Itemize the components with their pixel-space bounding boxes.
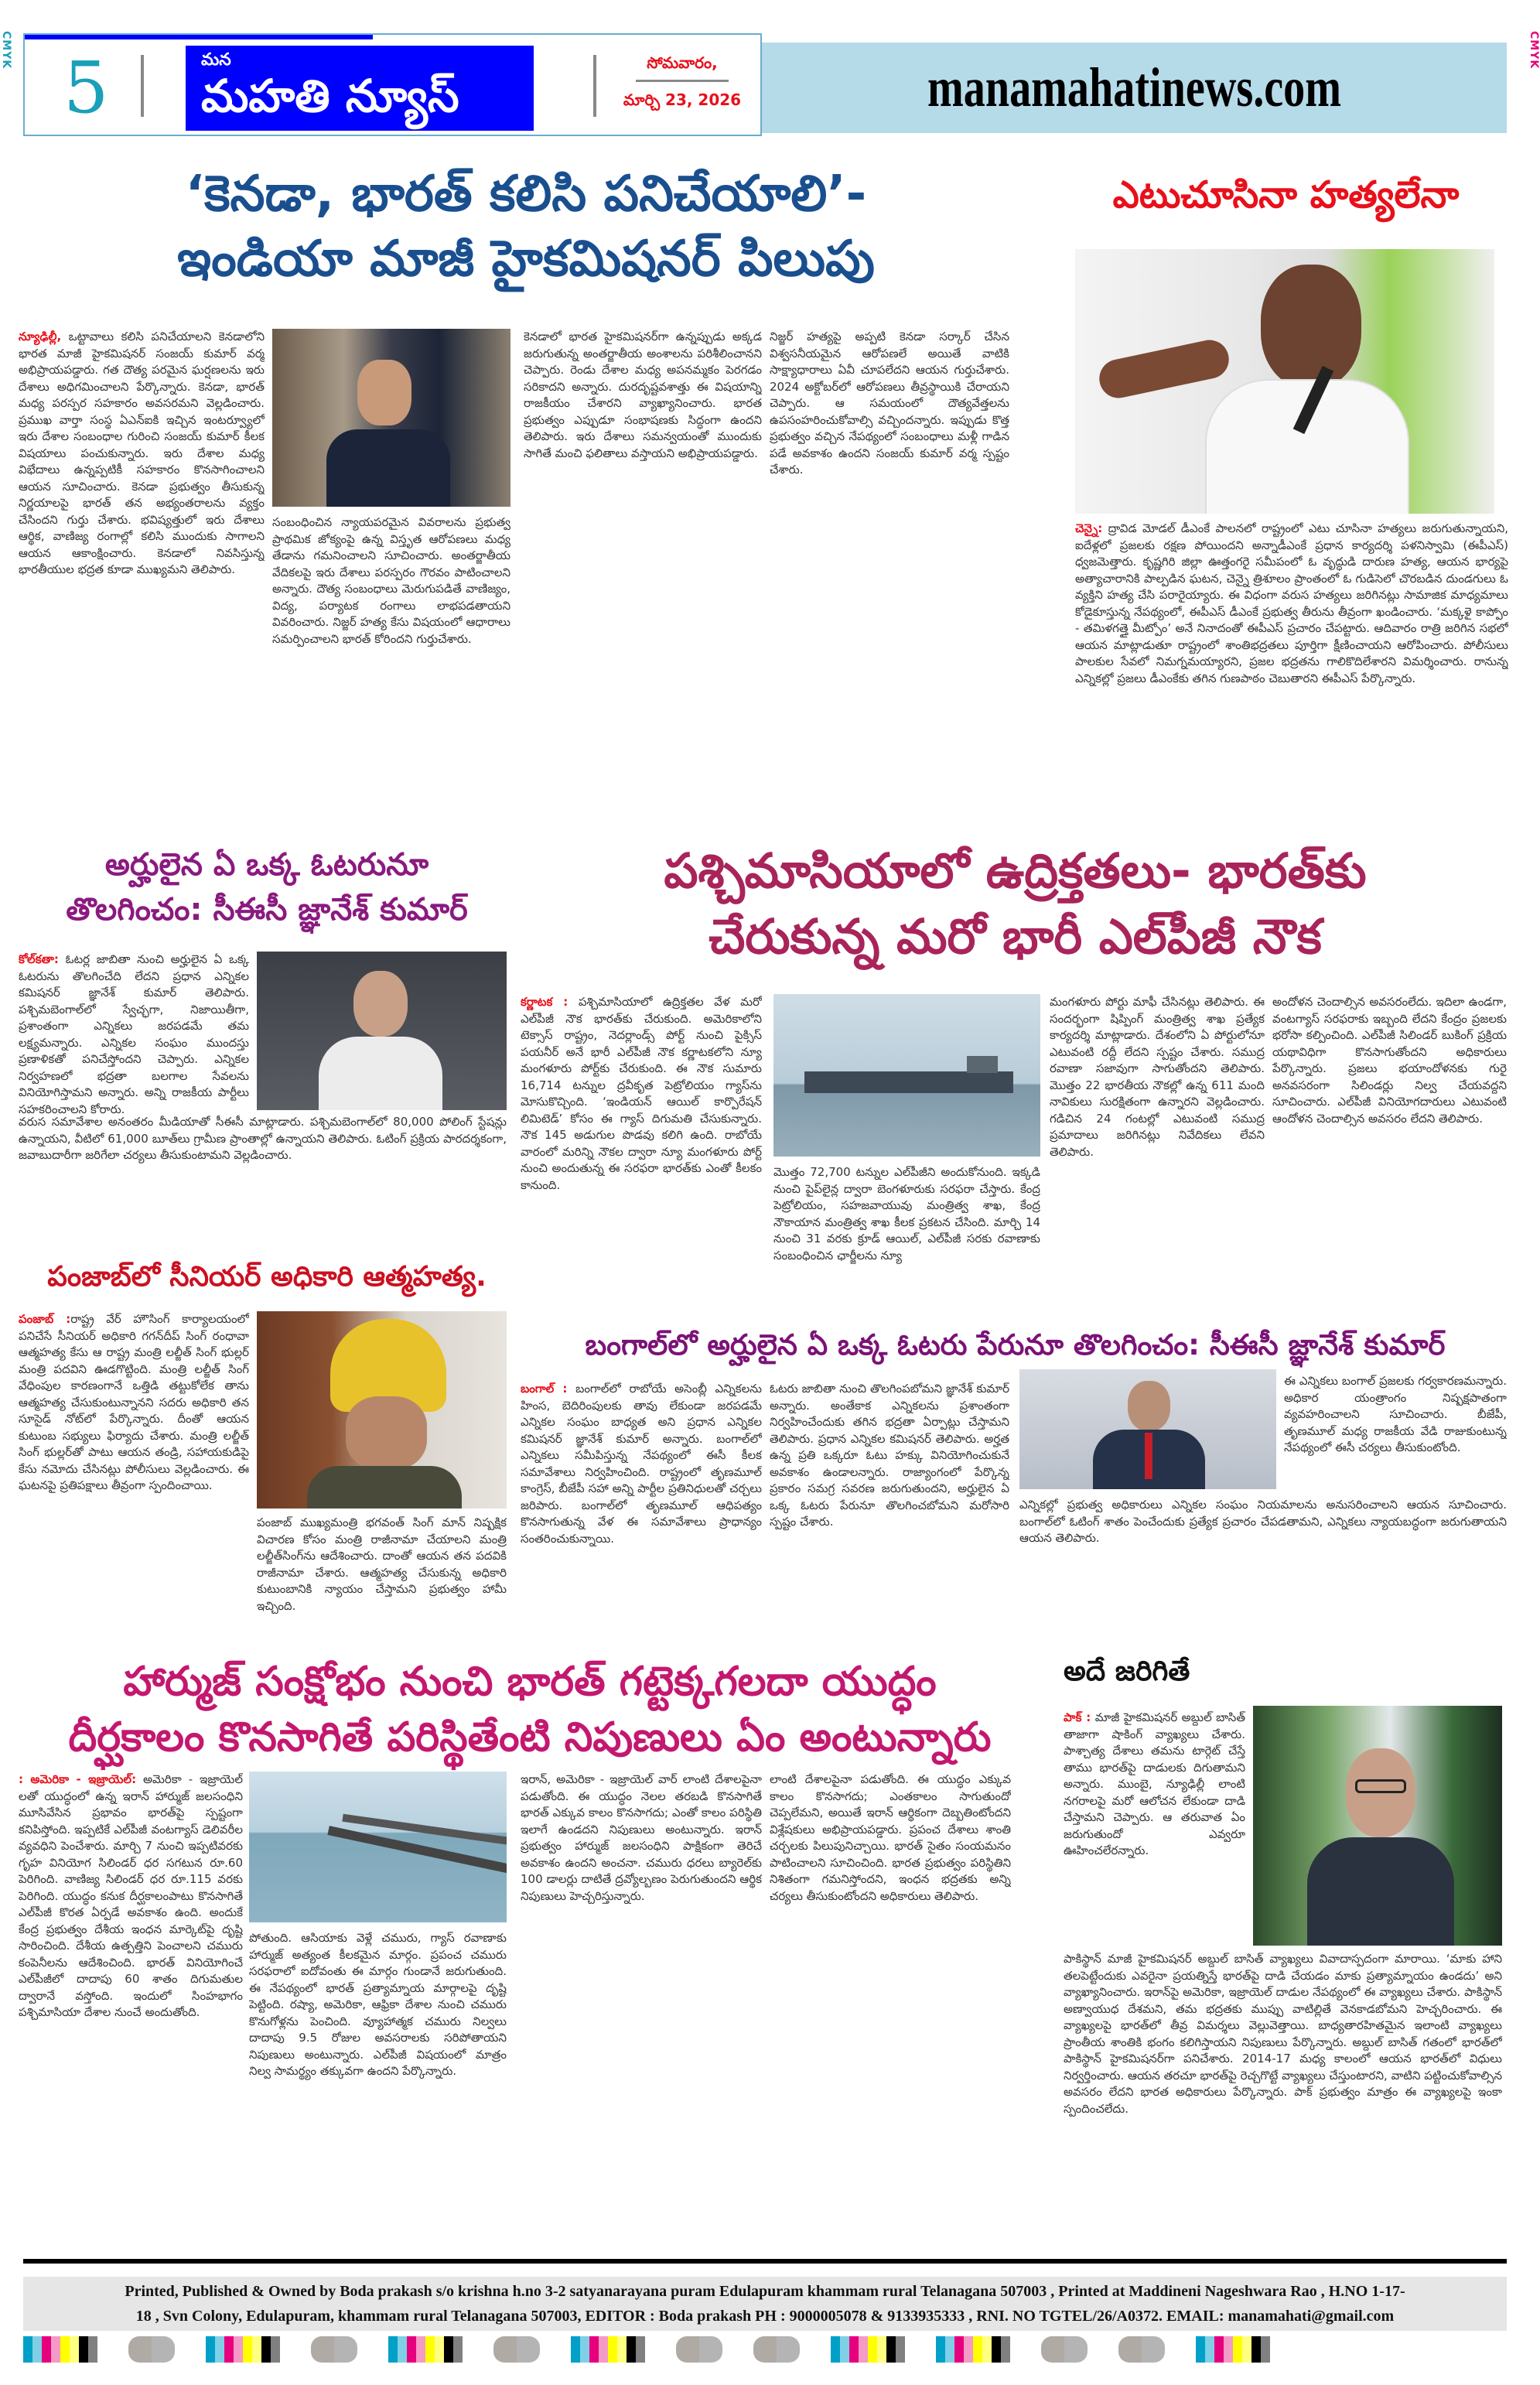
color-swatch: [589, 2336, 599, 2363]
color-swatch: [868, 2336, 877, 2363]
divider: [593, 55, 596, 117]
article-body: లాంటి దేశాలపైనా పడుతోంది. ఈ యుద్ధం ఎక్కువ కాలం కొనసాగదు; ఎంతకాలం సాగుతుందో చెప్పలేమని, అయితే ఇరాన్ ఆర్థికంగా దెబ్బతింటోందని విశ్లేషకులు అభిప్రాయపడ్డారు. ప్రపంచ దేశాలు శాంతి చర్చలకు పిలుపునిచ్చాయి. భారత్ సైతం సంయమనం పాటించాలని సూచించింది. భారత ప్రభుత్వం పరిస్థితిని నిశితంగా గమనిస్తోందని, ఇంధన భద్రతకు అన్ని చర్యలు తీసుకుంటోందని అధికారులు తెలిపారు.: [770, 1772, 1011, 1903]
color-registration-bar: [23, 2336, 1507, 2363]
color-swatch-group: [936, 2336, 1010, 2363]
color-swatch: [964, 2336, 973, 2363]
gray-registration-oval: [753, 2336, 800, 2363]
footer-rule: [23, 2259, 1507, 2264]
gray-swatch: [311, 2336, 357, 2363]
headline-cec: [23, 847, 510, 928]
gray-swatch: [676, 2336, 722, 2363]
headline-hormuz: [31, 1659, 1029, 1761]
color-swatch: [60, 2336, 70, 2363]
article-body: పాకిస్థాన్ మాజీ హైకమిషనర్ అబ్దుల్ బాసిత్ వ్యాఖ్యలు వివాదాస్పదంగా మారాయి. ‘మాకు హాని తలపెట్టేందుకు ఎవరైనా ప్రయత్నిస్తే భారత్‌పై దాడి చేయడం మాకు ప్రత్యామ్నాయం ఉండదు’ అని వ్యాఖ్యానించారు. ఇరాన్‌పై అమెరికా, ఇజ్రాయెల్ దాడుల నేపథ్యంలో ఈ వ్యాఖ్యలు చేశారు. పాకిస్థాన్ అణ్వాయుధ దేశమని, తమ భద్రతకు ముప్పు వాటిల్లితే వెనకాడబోమని హెచ్చరించారు. ఈ వ్యాఖ్యలపై భారత్‌లో తీవ్ర విమర్శలు వెల్లువెత్తాయి. బాధ్యతారహితమైన ఇలాంటి వ్యాఖ్యలు ప్రాంతీయ శాంతికి భంగం కలిగిస్తాయని నిపుణులు పేర్కొన్నారు. అబ్దుల్ బాసిత్ గతంలో భారత్‌లో పాకిస్థాన్ హైకమిషనర్‌గా పనిచేశారు. 2014-17 మధ్య కాలంలో ఆయన భారత్‌లో విధులు నిర్వర్తించారు. ఆయన తరచూ భారత్‌పై రెచ్చగొట్టే వ్యాఖ్యలు చేస్తుంటారని, వాటిని పట్టించుకోవాల్సిన అవసరం లేదని భారత అధికారులు పేర్కొన్నారు. పాక్ ప్రభుత్వం మాత్రం ఈ వ్యాఖ్యలపై ఇంకా స్పందించలేదు.: [1064, 1952, 1502, 2116]
imprint-line: Printed, Published & Owned by Boda prakash s/o krishna h.no 3-2 satyanarayana puram Edulapuram khammam rural Telanagana 507003 , Printed at Maddineni Nageshwara Rao , H.NO 1-17-: [125, 2283, 1405, 2300]
color-swatch: [42, 2336, 51, 2363]
headline-line: ఇండియా మాజీ హైకమిషనర్ పిలుపు: [177, 230, 875, 288]
article-body: పంజాబ్ ముఖ్యమంత్రి భగవంత్ సింగ్ మాన్ నిష్పక్షిక విచారణ కోసం మంత్రి రాజీనామా చేయాలని మంత్రి లల్జీత్‌సింగ్‌ను ఆదేశించారు. దాంతో ఆయన తన పదవికి రాజీనామా చేశారు. ఆత్మహత్య చేసుకున్న అధికారి కుటుంబానికి న్యాయం చేస్తామని ప్రభుత్వం హామీ ఇచ్చింది.: [257, 1515, 507, 1613]
dateline: కర్ణాటక :: [521, 995, 569, 1009]
ship-hull: [804, 1071, 1013, 1093]
logo: [186, 46, 534, 131]
glasses-icon: [1355, 1779, 1406, 1793]
headline-lpg-ship: [522, 843, 1508, 965]
color-swatch: [243, 2336, 252, 2363]
color-swatch: [444, 2336, 453, 2363]
color-swatch: [877, 2336, 886, 2363]
article-body: [1064, 1710, 1245, 1946]
article-body: ఎన్నికల్లో ప్రభుత్వ అధికారులు ఎన్నికల సంఘం నియమాలను అనుసరించాలని ఆయన సూచించారు. బంగాల్‌లో ఓటింగ్ శాతం పెంచేందుకు ప్రత్యేక ప్రచారం చేపడతామని, ఎన్నికలు న్యాయబద్ధంగా జరుగుతాయని ఆయన తెలిపారు.: [1019, 1498, 1507, 1545]
gray-registration-oval: [311, 2336, 357, 2363]
article-body: [19, 1311, 249, 1628]
color-swatch: [840, 2336, 849, 2363]
color-swatch-group: [571, 2336, 645, 2363]
color-swatch: [388, 2336, 398, 2363]
person-shirt: [319, 1037, 442, 1110]
gray-registration-oval: [676, 2336, 722, 2363]
color-swatch-group: [388, 2336, 463, 2363]
color-swatch: [398, 2336, 407, 2363]
masthead-accent-bar: [25, 35, 373, 39]
color-swatch: [23, 2336, 32, 2363]
color-swatch: [252, 2336, 261, 2363]
color-swatch: [215, 2336, 224, 2363]
imprint-box: [23, 2277, 1507, 2331]
color-swatch: [32, 2336, 42, 2363]
registration-mark-left: CMYK: [0, 31, 12, 70]
person-face: [353, 971, 408, 1037]
headline-line: చేరుకున్న మరో భారీ ఎల్‌పీజీ నౌక: [709, 908, 1322, 965]
article-text: ఒట్టావాలు కలిసి పనిచేయాలని కెనడాలోని భారత మాజీ హైకమిషనర్ సంజయ్ కుమార్ వర్మ అభిప్రాయపడ్డారు. గత దౌత్య పరమైన ఘర్షణలను ఇరు దేశాలు అధిగమించాలని పేర్కొన్నారు. కెనడా, భారత్ మధ్య పరస్పర సహకారం అవసరమని వెల్లడించారు. ప్రముఖ వార్తా సంస్థ ఏఎన్ఐకి ఇచ్చిన ఇంటర్వ్యూలో ఇరు దేశాల సంబంధాల గురించి సంజయ్ కుమార్ కీలక విషయాలు పంచుకున్నారు. ఇరు దేశాల మధ్య విభేదాలు ఉన్నప్పటికీ సహకారం కొనసాగించాలని ఆయన సూచించారు. కెనడా ప్రభుత్వం తీసుకున్న నిర్ణయాలపై భారత్ తన అభ్యంతరాలను వ్యక్తం చేసిందని గుర్తు చేశారు. భవిష్యత్తులో ఇరు దేశాలు ఆర్థిక, వాణిజ్య రంగాల్లో కలిసి ముందుకు సాగాలని ఆయన ఆకాంక్షించారు. కెనడాలో నివసిస్తున్న భారతీయుల భద్రత కూడా ముఖ్యమని తెలిపారు.: [19, 330, 265, 576]
article-text: ఓటర్ల జాబితా నుంచి అర్హులైన ఏ ఒక్క ఓటరును తొలగించేది లేదని ప్రధాన ఎన్నికల కమిషనర్ జ్ఞానేశ్ కుమార్ తెలిపారు. పశ్చిమబెంగాల్‌లో స్వేచ్ఛగా, నిజాయితీగా, ప్రశాంతంగా ఎన్నికలు జరపడమే తమ లక్ష్యమన్నారు. ఎన్నికల సంఘం ముందస్తు ప్రణాళికతో పనిచేస్తోందని చెప్పారు. ఎన్నికల నిర్వహణలో భద్రతా బలగాల సేవలను వినియోగిస్తామని అన్నారు. అన్ని రాజకీయ పార్టీలు సహకరించాలని కోరారు.: [19, 952, 249, 1116]
dateline: చెన్నై:: [1075, 521, 1103, 535]
headline-line: దీర్ఘకాలం కొనసాగితే పరిస్థితేంటి నిపుణులు ఏం అంటున్నారు: [68, 1714, 992, 1761]
dateline: పాక్ :: [1064, 1710, 1091, 1724]
color-swatch: [580, 2336, 589, 2363]
color-swatch: [1261, 2336, 1270, 2363]
headline-canada: [23, 166, 1029, 288]
page-number: 5: [63, 46, 109, 129]
article-body: [1075, 521, 1508, 808]
photo-sanjay-kumar-verma: [272, 329, 510, 507]
article-text: ద్రావిడ మోడల్ డీఎంకే పాలనలో రాష్ట్రంలో ఎటు చూసినా హత్యలు జరుగుతున్నాయని, ఐదేళ్లలో ప్రజలకు రక్షణ పోయిందని అన్నాడీఎంకే ప్రధాన కార్యదర్శి పళనిస్వామి (ఈపీఎస్) ధ్వజమెత్తారు. కృష్ణగిరి జిల్లా ఊత్తంగరై సమీపంలో ఓ వృద్ధుడి దారుణ హత్య, ఆయన భార్యపై అత్యాచారానికి పాల్పడిన ఘటన, చెన్నై త్రిశూలం ప్రాంతంలో ఓ గుడిసెలో చొరబడిన దుండగులు ఓ వ్యక్తిని హత్య చేసి పరారైయ్యారు. ఈ విధంగా వరుస హత్యలు జరిగినట్లు సామాజిక మాధ్యమాలు కోడైకూస్తున్న నేపథ్యంలో, ఈపీఎస్ డీఎంకే ప్రభుత్వ తీరును తీవ్రంగా ఖండించారు. ‘మక్కళై కాప్పోం - తమిళగత్తై మీట్పోం’ అనే నినాదంతో ఈపీఎస్ ప్రచారం చేపట్టారు. ఆదివారం రాత్రి జరిగిన సభలో ఆయన మాట్లాడుతూ రాష్ట్రంలో శాంతిభద్రతలు పూర్తిగా క్షీణించాయని ఆరోపించారు. పోలీసులు పాలకుల సేవలో నిమగ్నమయ్యారని, ప్రజల భద్రతను గాలికొదిలేశారని విమర్శించారు. రానున్న ఎన్నికల్లో ప్రజలు డీఎంకేకు తగిన గుణపాఠం చెబుతారని ఈపీఎస్ పేర్కొన్నారు.: [1075, 521, 1508, 685]
gray-swatch: [1118, 2336, 1165, 2363]
color-swatch: [88, 2336, 97, 2363]
person-face: [1128, 1381, 1170, 1431]
headline-line: హార్ముజ్ సంక్షోభం నుంచి భారత్ గట్టెక్కగలదా యుద్ధం: [123, 1659, 937, 1705]
article-text: రాష్ట్ర వేర్ హౌసింగ్ కార్యాలయంలో పనిచేసే సీనియర్ అధికారి గగన్‌దీప్ సింగ్ రంధావా ఆత్మహత్య కేసు ఆ రాష్ట్ర మంత్రి లల్జీత్ సింగ్ భుల్లర్ మంత్రి పదవిని ఊడగొట్టింది. మంత్రి లల్జీత్ సింగ్ వేధింపుల కారణంగానే ఒత్తిడి తట్టుకోలేక తాను ఆత్మహత్య చేసుకుంటున్నానని సదరు అధికారి తన సూసైడ్ నోట్‌లో పేర్కొన్నారు. దీంతో ఆయన కుటుంబ సభ్యులు ఫిర్యాదు చేశారు. మంత్రి లల్జీత్ సింగ్ భుల్లర్‌తో పాటు ఆయన తండ్రి, సహాయకుడిపై కేసు నమోదు చేసినట్లు పోలీసులు వెల్లడించారు. ఈ ఘటనపై ప్రతిపక్షాలు తీవ్రంగా స్పందించాయి.: [19, 1312, 249, 1492]
color-swatch: [1233, 2336, 1242, 2363]
logo-main-text: మహతి న్యూస్: [201, 70, 459, 122]
photo-port-pipeline: [249, 1772, 507, 1922]
person-face: [346, 1396, 427, 1470]
color-swatch: [571, 2336, 580, 2363]
color-swatch: [617, 2336, 627, 2363]
color-swatch: [982, 2336, 992, 2363]
color-swatch: [973, 2336, 982, 2363]
headline-eps: ఎటుచూసినా హత్యలేనా: [1112, 173, 1460, 217]
color-swatch: [1251, 2336, 1261, 2363]
article-text: అమెరికా - ఇజ్రాయెల్ లతో యుద్ధంలో ఉన్న ఇరాన్ హార్ముజ్ జలసంధిని మూసివేసిన ప్రభావం భారత్‌పై స్పష్టంగా కనిపిస్తోంది. ఇప్పటికే ఎల్‌పీజీ వంటగ్యాస్ డెలివరీల వ్యవధిని పెంచేశారు. మార్చి 7 నుంచి ఇప్పటివరకు గృహ వినియోగ సిలిండర్ ధర సగటున రూ.60 పెరిగింది. వాణిజ్య సిలిండర్ ధర రూ.115 వరకు పెరిగింది. యుద్ధం కనుక దీర్ఘకాలంపాటు కొనసాగితే ఎల్‌పీజీ కొరత ఏర్పడే అవకాశం ఉంది. అందుకే కేంద్ర ప్రభుత్వం దేశీయ ఇంధన మార్కెట్‌పై దృష్టి సారించింది. దేశీయ ఉత్పత్తిని పెంచాలని చమురు కంపెనీలను ఆదేశించింది. భారత్ వినియోగించే ఎల్‌పీజీలో దాదాపు 60 శాతం దిగుమతుల ద్వారానే వస్తోంది. ఇందులో సింహభాగం పశ్చిమాసియా దేశాల నుంచే అందుతోంది.: [19, 1772, 243, 2019]
person-suit: [326, 429, 450, 507]
article-text: పశ్చిమాసియాలో ఉద్రిక్తతల వేళ మరో ఎల్‌పీజీ నౌక భారత్‌కు చేరుకుంది. అమెరికాలోని టెక్సాస్ రాష్ట్రం, నెదర్లాండ్స్ పోర్ట్ నుంచి పైక్సిస్ పయనీర్ అనే భారీ ఎల్‌పీజీ నౌక కర్ణాటకలోని న్యూ మంగళూరు పోర్ట్‌కు చేరుకుంది. ఈ నౌక సుమారు 16,714 టన్నుల ద్రవీకృత పెట్రోలియం గ్యాస్‌ను మోసుకొచ్చింది. ‘ఇండియన్ ఆయిల్ కార్పొరేషన్ లిమిటెడ్’ కోసం ఈ గ్యాస్ దిగుమతి చేసుకున్నారు. నౌక 145 అడుగుల పొడవు కలిగి ఉంది. రాబోయే వారంలో మరిన్ని నౌకల ద్వారా న్యూ మంగళూరు పోర్ట్ నుంచి అందుతున్న ఈ సరఫరా భారత్‌కు ఎంతో కీలకం కానుంది.: [521, 995, 762, 1192]
article-body: ఇరాన్, అమెరికా - ఇజ్రాయెల్ వార్ లాంటి దేశాలపైనా పడుతోంది. ఈ యుద్ధం నెలల తరబడి కొనసాగితే భారత్ ఎక్కువ కాలం కొనసాగదు; ఎంతో కాలం పరిస్థితి ఇలాగే ఉండదని నిపుణులు అంటున్నారు. ఇరాన్ ప్రభుత్వం హార్ముజ్ జలసంధిని పాక్షికంగా తెరిచే అవకాశం ఉందని అంచనా. చమురు ధరలు బ్యారెల్‌కు 100 డాలర్లు దాటితే ద్రవ్యోల్బణం పెరుగుతుందని ఆర్థిక నిపుణులు హెచ్చరిస్తున్నారు.: [521, 1772, 762, 1903]
color-swatch: [1242, 2336, 1251, 2363]
article-body: వరుస సమావేశాల అనంతరం మీడియాతో సీఈసీ మాట్లాడారు. పశ్చిమబెంగాల్‌లో 80,000 పోలింగ్ స్టేషన్లు ఉన్నాయని, వీటిలో 61,000 బూత్‌లు గ్రామీణ ప్రాంతాల్లో ఉన్నాయని తెలిపారు. ఓటింగ్ ప్రక్రియ పారదర్శకంగా, జవాబుదారీగా జరిగేలా చర్యలు తీసుకుంటామని వెల్లడించారు.: [19, 1115, 507, 1162]
color-swatch: [224, 2336, 234, 2363]
photo-gyanesh-kumar-bengal: [1019, 1369, 1276, 1489]
registration-mark-right: CMYK: [1528, 31, 1540, 70]
article-text: బంగాల్‌లో రాబోయే అసెంబ్లీ ఎన్నికలను హింస, బెదిరింపులకు తావు లేకుండా జరపడమే ఎన్నికల సంఘం బాధ్యత అని ప్రధాన ఎన్నికల కమిషనర్ జ్ఞానేశ్ కుమార్ అన్నారు. బంగాల్‌లో ఎన్నికలు సమీపిస్తున్న నేపథ్యంలో ఈసీ కీలక సమావేశాలు నిర్వహించింది. రాష్ట్రంలో తృణమూల్ కాంగ్రెస్, బీజేపీ సహా అన్ని పార్టీల ప్రతినిధులతో చర్చలు జరిపారు. బంగాల్‌లో తృణమూల్ ఆధిపత్యం కొనసాగుతున్న వేళ ఈ సమావేశాలు ప్రాధాన్యం సంతరించుకున్నాయి.: [521, 1382, 762, 1546]
gray-swatch: [753, 2336, 800, 2363]
person-coat: [307, 1466, 462, 1509]
color-swatch: [261, 2336, 271, 2363]
article-body: అందోళన చెందాల్సిన అవసరంలేదు. ఇదిలా ఉండగా, వంటగ్యాస్ సరఫరాకు ఇబ్బంది లేదని కేంద్రం ప్రజలకు భరోసా కల్పించింది. ఎల్‌పీజీ సిలిండర్ బుకింగ్ ప్రక్రియ యథావిధిగా కొనసాగుతోందని అధికారులు పేర్కొన్నారు. ప్రజలు భయాందోళనకు గురై అనవసరంగా సిలిండర్లు నిల్వ చేయవద్దని సూచించారు. ఎల్‌పీజీ వినియోగదారులు ఎటువంటి ఆందోళన చెందాల్సిన అవసరం లేదని తెలిపారు.: [1272, 995, 1507, 1126]
color-swatch: [992, 2336, 1001, 2363]
color-swatch: [271, 2336, 280, 2363]
color-swatch: [79, 2336, 88, 2363]
color-swatch: [849, 2336, 859, 2363]
photo-abdul-basit: [1253, 1706, 1502, 1946]
gray-swatch: [128, 2336, 175, 2363]
color-swatch: [416, 2336, 425, 2363]
photo-palaniswami: [1075, 249, 1494, 514]
color-swatch: [1224, 2336, 1233, 2363]
article-body: కెనడాలో భారత హైకమిషనర్‌గా ఉన్నప్పుడు అక్కడ జరుగుతున్న అంతర్జాతీయ అంశాలను పరిశీలించానని చెప్పారు. రెండు దేశాల మధ్య అపనమ్మకం పెరగడం సరికాదని అన్నారు. దురదృష్టవశాత్తు ఈ విషయాన్ని రాజకీయం చేశారని వ్యాఖ్యానించారు. భారత ప్రభుత్వం ఎప్పుడూ సంభాషణకు సిద్ధంగా ఉందని తెలిపారు. ఇరు దేశాలు సమన్వయంతో ముందుకు సాగితే మంచి ఫలితాలు వస్తాయని అభిప్రాయపడ్డారు.: [524, 330, 762, 460]
ship-bridge: [967, 1056, 998, 1073]
website-url[interactable]: manamahatinews.com: [927, 56, 1342, 118]
color-swatch: [453, 2336, 463, 2363]
imprint-line: 18 , Svn Colony, Edulapuram, khammam rural Telanagana 507003, EDITOR : Boda prakash PH : 9000005078 & 9133935333 , RNI. NO TGTEL/26/A0372. EMAIL: manamahati@gmail.com: [135, 2308, 1395, 2325]
color-swatch: [945, 2336, 954, 2363]
article-body: [521, 994, 762, 1300]
color-swatch: [608, 2336, 617, 2363]
divider: [141, 55, 144, 117]
color-swatch: [831, 2336, 840, 2363]
dateline: : అమెరికా - ఇజ్రాయెల్:: [19, 1772, 137, 1786]
dateline: బంగాల్ :: [521, 1382, 568, 1396]
color-swatch: [627, 2336, 636, 2363]
color-swatch: [407, 2336, 416, 2363]
headline-punjab: పంజాబ్‌లో సీనియర్ అధికారి ఆత్మహత్య.: [47, 1261, 487, 1293]
gray-registration-oval: [1041, 2336, 1088, 2363]
color-swatch: [1196, 2336, 1205, 2363]
color-swatch: [70, 2336, 79, 2363]
person-hand: [1096, 337, 1233, 401]
color-swatch: [896, 2336, 905, 2363]
article-body: మంగళూరు పోర్టు మాఫీ చేసినట్లు తెలిపారు. ఈ సందర్భంగా షిప్పింగ్ మంత్రిత్వ శాఖ ప్రత్యేక కార్యదర్శి మాట్లాడారు. దేశంలోని ఏ పోర్టులోనూ ఎటువంటి రద్దీ లేదని స్పష్టం చేశారు. సముద్ర రవాణా సజావుగా సాగుతోందని తెలిపారు. మొత్తం 22 భారతీయ నౌకల్లో ఉన్న 611 మంది నావికులు సురక్షితంగా ఉన్నారని వెల్లడించారు. గడిచిన 24 గంటల్లో ఎటువంటి సముద్ర ప్రమాదాలు జరిగినట్లు నివేదికలు లేవని తెలిపారు.: [1050, 995, 1265, 1159]
article-body: నిజ్జర్ హత్యపై అప్పటి కెనడా సర్కార్ చేసిన విశ్వసనీయమైన ఆరోపణలే అయితే వాటికి సాక్ష్యాధారాలు ఏవీ చూపలేదని ఆయన గుర్తుచేశారు. 2024 అక్టోబర్‌లో ఆరోపణలు తీవ్రస్థాయికి చేరాయని చెప్పారు. ఆ సమయంలో దౌత్యవేత్తలను ఉపసంహరించుకోవాల్సి వచ్చిందన్నారు. ఇప్పుడు కొత్త ప్రభుత్వం వచ్చిన నేపథ్యంలో సంబంధాలు మళ్లీ గాడిన పడే అవకాశం ఉందని సంజయ్ కుమార్ వర్మ స్పష్టం చేశారు.: [770, 330, 1009, 477]
website-banner: [762, 43, 1507, 133]
gray-registration-oval: [128, 2336, 175, 2363]
headline-line: అర్హులైన ఏ ఒక్క ఓటరునూ: [104, 847, 429, 883]
article-body: ఓటరు జాబితా నుంచి తొలగింపబోమని జ్ఞానేశ్ కుమార్ అన్నారు. అంతేకాక ఎన్నికలను ప్రశాంతంగా నిర్వహించేందుకు తగిన భద్రతా ఏర్పాట్లు చేస్తామని తెలిపారు. ప్రధాన ఎన్నికల కమిషనర్ తెలిపారు. అర్హత ఉన్న ప్రతి ఒక్కరూ ఓటు హక్కు వినియోగించుకునే అవకాశం ఉండాలన్నారు. రాజ్యాంగంలో పేర్కొన్న ప్రకారం సమగ్ర సవరణ జరుగుతుందని, అర్హులైన ఏ ఒక్క ఓటరు పేరునూ తొలగించబోమని మరోసారి స్పష్టం చేశారు.: [770, 1382, 1009, 1529]
color-swatch: [1205, 2336, 1214, 2363]
color-swatch: [599, 2336, 608, 2363]
color-swatch-group: [206, 2336, 280, 2363]
headline-line: తొలగించం: సీఈసీ జ్ఞానేశ్ కుమార్: [66, 892, 468, 928]
photo-lpg-ship: [773, 994, 1040, 1157]
headline-line: పశ్చిమాసియాలో ఉద్రిక్తతలు- భారత్‌కు: [664, 842, 1367, 899]
color-swatch-group: [1196, 2336, 1270, 2363]
dateline: న్యూఢిల్లీ,: [19, 330, 62, 343]
color-swatch: [954, 2336, 964, 2363]
article-body: సంబంధించిన న్యాయపరమైన వివరాలను ప్రభుత్వ ప్రాథమిక జోక్యంపై ఉన్న విస్తృత ఆరోపణలు మధ్య తేడాను గమనించాలని సూచించారు. అంతర్జాతీయ వేదికలపై ఇరు దేశాలు పరస్పరం గౌరవం పాటించాలని అన్నారు. దౌత్య సంబంధాలు మెరుగుపడితే వాణిజ్యం, విద్య, పర్యాటక రంగాలు లాభపడతాయని వివరించారు. నిజ్జర్ హత్య కేసు విషయంలో ఆధారాలు సమర్పించాలని భారత్ కోరిందని గుర్తుచేశారు.: [272, 515, 510, 646]
divider: [636, 80, 729, 82]
article-body: [521, 1381, 762, 1628]
article-body: మొత్తం 72,700 టన్నుల ఎల్‌పీజీని అందుకోనుంది. ఇక్కడి నుంచి పైప్‌లైన్ల ద్వారా బెంగళూరుకు సరఫరా చేస్తారు. కేంద్ర పెట్రోలియం, సహజవాయువు మంత్రిత్వ శాఖ, కేంద్ర నౌకాయాన మంత్రిత్వ శాఖ కీలక ప్రకటన చేసింది. మార్చి 14 నుంచి 31 వరకు క్రూడ్ ఆయిల్, ఎల్‌పీజీ సరకు రవాణాకు సంబంధించిన ఛార్జీలను న్యూ: [773, 1165, 1040, 1263]
color-swatch: [234, 2336, 243, 2363]
person-face: [1261, 265, 1361, 388]
logo-small-text: మన: [201, 50, 231, 70]
article-body: [19, 329, 265, 808]
color-swatch: [1214, 2336, 1224, 2363]
color-swatch-group: [831, 2336, 905, 2363]
color-swatch: [51, 2336, 60, 2363]
person-face: [357, 360, 411, 425]
color-swatch: [636, 2336, 645, 2363]
color-swatch: [886, 2336, 896, 2363]
article-text: మాజీ హైకమిషనర్ అబ్దుల్ బాసిత్ తాజాగా షాకింగ్ వ్యాఖ్యలు చేశారు. పాశ్చాత్య దేశాలు తమను టార్గెట్ చేస్తే తాము భారత్‌పై దాడులకు దిగుతామని అన్నారు. ముంబై, న్యూఢిల్లీ లాంటి నగరాలపై మరో ఆలోచన లేకుండా దాడి చేస్తామని చెప్పారు. ఆ తరువాత ఏం జరుగుతుందో ఎవ్వరూ ఊహించలేరన్నారు.: [1064, 1710, 1245, 1857]
article-body: ఈ ఎన్నికలు బంగాల్ ప్రజలకు గర్వకారణమన్నారు. అధికార యంత్రాంగం నిష్పక్షపాతంగా వ్యవహరించాలని సూచించారు. బీజేపీ, తృణమూల్ మధ్య రాజకీయ వేడి రాజుకుంటున్న నేపథ్యంలో ఈసీ చర్యలు తీసుకుంటోంది.: [1284, 1374, 1507, 1454]
issue-day: సోమవారం,: [647, 53, 718, 72]
photo-gyanesh-kumar: [257, 952, 507, 1110]
person-tie: [1145, 1433, 1152, 1479]
masthead-left: [23, 33, 762, 136]
headline-line: ‘కెనడా, భారత్ కలిసి పనిచేయాలి’-: [185, 166, 867, 223]
color-swatch-group: [23, 2336, 97, 2363]
article-body: పోతుంది. ఆసియాకు వెళ్లే చమురు, గ్యాస్ రవాణాకు హార్ముజ్ అత్యంత కీలకమైన మార్గం. ప్రపంచ చమురు సరఫరాలో ఐదోవంతు ఈ మార్గం గుండానే జరుగుతుంది. ఈ నేపథ్యంలో భారత్ ప్రత్యామ్నాయ మార్గాలపై దృష్టి పెట్టింది. రష్యా, అమెరికా, ఆఫ్రికా దేశాల నుంచి చమురు కొనుగోళ్లను పెంచింది. వ్యూహాత్మక చమురు నిల్వలు దాదాపు 9.5 రోజుల అవసరాలకు సరిపోతాయని నిపుణులు అంటున్నారు. ఎల్‌పీజీ విషయంలో మాత్రం నిల్వ సామర్థ్యం తక్కువగా ఉందని పేర్కొన్నారు.: [249, 1931, 507, 2078]
color-swatch: [936, 2336, 945, 2363]
color-swatch: [425, 2336, 435, 2363]
gray-registration-oval: [1118, 2336, 1165, 2363]
dateline: కోల్‌కతా:: [19, 952, 59, 966]
color-swatch: [435, 2336, 444, 2363]
article-body: [19, 1772, 243, 2220]
gray-swatch: [493, 2336, 540, 2363]
person-suit: [1307, 1837, 1454, 1946]
headline-bengal: బంగాల్‌లో అర్హులైన ఏ ఒక్క ఓటరు పేరునూ తొలగించం: సీఈసీ జ్ఞానేశ్ కుమార్: [585, 1328, 1446, 1362]
color-swatch: [206, 2336, 215, 2363]
dateline: పంజాబ్ :: [19, 1312, 71, 1326]
gray-swatch: [1041, 2336, 1088, 2363]
photo-punjab-minister: [257, 1311, 507, 1509]
gray-registration-oval: [493, 2336, 540, 2363]
color-swatch: [859, 2336, 868, 2363]
color-swatch: [1001, 2336, 1010, 2363]
issue-date: మార్చి 23, 2026: [623, 91, 742, 109]
headline-pak: అదే జరిగితే: [1064, 1655, 1190, 1687]
